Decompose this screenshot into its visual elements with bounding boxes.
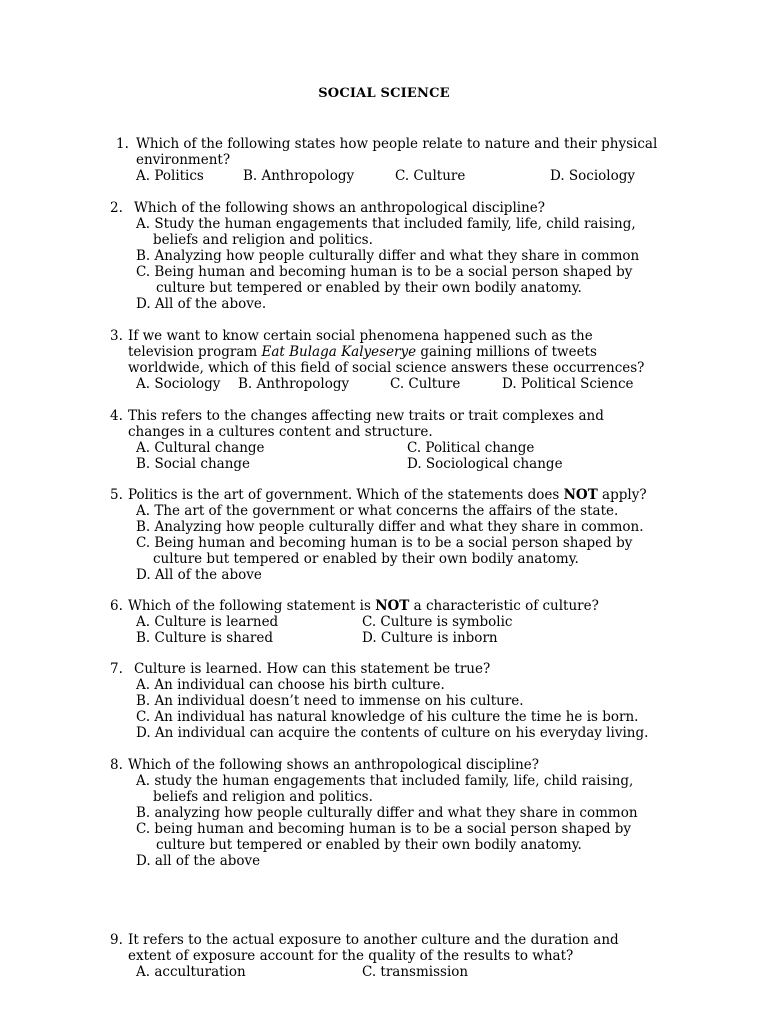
question-number: 6. [110, 598, 123, 614]
question-number: 3. [110, 328, 123, 344]
option-d: D. Sociology [550, 168, 636, 184]
option-d: D. An individual can acquire the contents of culture on his everyday living. [136, 725, 649, 741]
question-number: 1. [116, 136, 129, 152]
option-a: A. The art of the government or what concerns the affairs of the state. [136, 503, 619, 519]
page-title: SOCIAL SCIENCE [318, 86, 450, 101]
option-c: C. transmission [362, 964, 469, 980]
text-segment: Politics is the art of government. Which of the statements does [128, 487, 564, 503]
question-text [128, 344, 597, 360]
question-text: This refers to the changes affecting new traits or trait complexes and [128, 408, 604, 424]
question-number: 9. [110, 932, 123, 948]
text-segment: gaining millions of tweets [416, 344, 597, 360]
option-c-continued: culture but tempered or enabled by their own bodily anatomy. [156, 837, 582, 853]
question-text: Which of the following states how people relate to nature and their physical [136, 136, 658, 152]
emphasis: NOT [375, 598, 410, 614]
option-c: C. being human and becoming human is to be a social person shaped by [136, 821, 632, 837]
question-text: extent of exposure account for the quality of the results to what? [128, 948, 574, 964]
text-segment: a characteristic of culture? [409, 598, 599, 614]
text-segment: television program [128, 344, 262, 360]
option-d: D. Sociological change [407, 456, 563, 472]
question-text: environment? [136, 152, 231, 168]
option-a-continued: beliefs and religion and politics. [153, 232, 373, 248]
question-text: changes in a cultures content and structure. [128, 424, 433, 440]
text-segment: Which of the following statement is [128, 598, 376, 614]
question-number: 7. [110, 661, 123, 677]
option-d: D. All of the above. [136, 296, 267, 312]
option-c: C. An individual has natural knowledge of his culture the time he is born. [136, 709, 639, 725]
option-b: B. An individual doesn’t need to immense on his culture. [136, 693, 524, 709]
question-text: Culture is learned. How can this statement be true? [134, 661, 491, 677]
emphasis: NOT [563, 487, 598, 503]
question-text: Which of the following shows an anthropological discipline? [134, 200, 545, 216]
option-a-continued: beliefs and religion and politics. [153, 789, 373, 805]
option-b: B. Anthropology [238, 376, 350, 392]
question-number: 5. [110, 487, 123, 503]
question-number: 8. [110, 757, 123, 773]
option-d: D. Political Science [502, 376, 634, 392]
option-a: A. Sociology [136, 376, 221, 392]
option-a: A. Study the human engagements that included family, life, child raising, [136, 216, 636, 232]
question-text: Which of the following shows an anthropological discipline? [128, 757, 539, 773]
option-b: B. analyzing how people culturally differ and what they share in common [136, 805, 638, 821]
option-d: D. All of the above [136, 567, 262, 583]
option-c-continued: culture but tempered or enabled by their own bodily anatomy. [156, 280, 582, 296]
text-segment: apply? [597, 487, 647, 503]
option-c-continued: culture but tempered or enabled by their own bodily anatomy. [153, 551, 579, 567]
option-a: A. study the human engagements that included family, life, child raising, [136, 773, 634, 789]
option-a: A. Politics [136, 168, 204, 184]
question-number: 4. [110, 408, 123, 424]
option-b: B. Analyzing how people culturally differ and what they share in common. [136, 519, 644, 535]
option-c: C. Political change [407, 440, 535, 456]
option-a: A. Culture is learned [136, 614, 279, 630]
option-c: C. Culture is symbolic [362, 614, 513, 630]
option-c: C. Culture [390, 376, 461, 392]
question-text: It refers to the actual exposure to another culture and the duration and [128, 932, 619, 948]
option-d: D. all of the above [136, 853, 261, 869]
question-number: 2. [110, 200, 123, 216]
question-text [128, 487, 647, 503]
option-b: B. Culture is shared [136, 630, 273, 646]
question-text: If we want to know certain social phenomena happened such as the [128, 328, 593, 344]
option-c: C. Being human and becoming human is to be a social person shaped by [136, 264, 633, 280]
option-b: B. Social change [136, 456, 251, 472]
option-c: C. Being human and becoming human is to be a social person shaped by [136, 535, 633, 551]
question-text [128, 598, 599, 614]
option-d: D. Culture is inborn [362, 630, 498, 646]
option-b: B. Anthropology [243, 168, 355, 184]
program-title: Eat Bulaga Kalyeserye [261, 344, 417, 360]
option-a: A. An individual can choose his birth culture. [136, 677, 445, 693]
option-a: A. acculturation [136, 964, 246, 980]
question-text: worldwide, which of this field of social science answers these occurrences? [128, 360, 645, 376]
option-b: B. Analyzing how people culturally differ and what they share in common [136, 248, 640, 264]
option-c: C. Culture [395, 168, 466, 184]
option-a: A. Cultural change [136, 440, 265, 456]
